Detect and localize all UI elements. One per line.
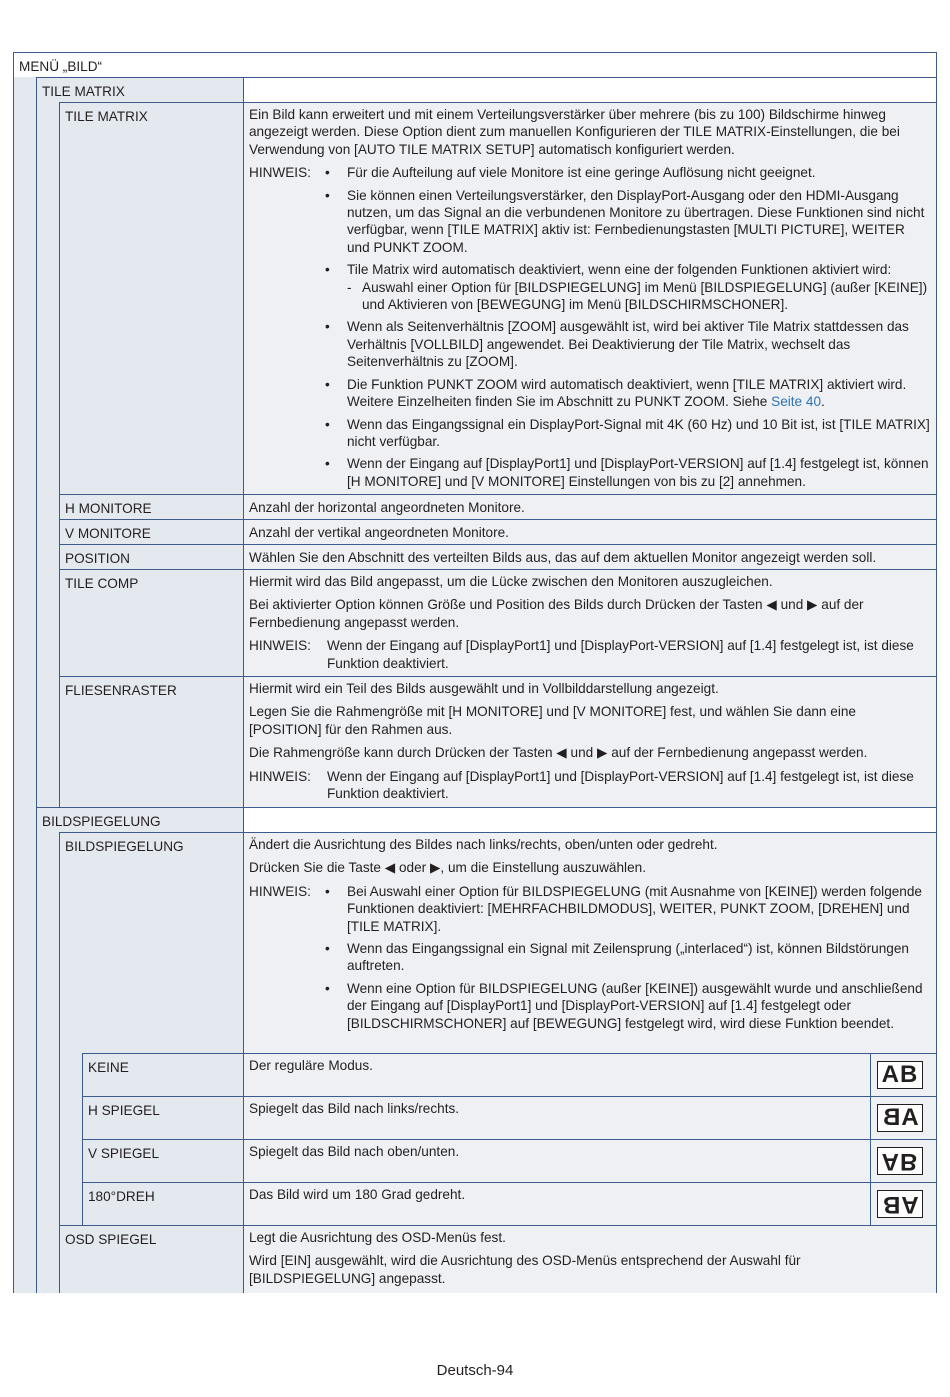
note-label: HINWEIS: <box>249 165 311 181</box>
note-item: • Sie können einen Verteilungsverstärker, den DisplayPort-Ausgang oder den HDMI-Ausgang nutzen, um das Signal an die verbundenen Monitore zu übertragen. Diese Funktionen sind nicht verfügbar, wenn [TILE MATRIX] aktiv ist: Fernbedienungstasten [MULTI PICTURE], WEITER und PUNKT ZOOM. <box>325 187 925 255</box>
tile-matrix-desc <box>243 102 937 495</box>
option-keine-desc: Der reguläre Modus. <box>243 1053 871 1097</box>
option-v-spiegel-icon-cell <box>870 1139 937 1183</box>
v-monitore-desc: Anzahl der vertikal angeordneten Monitore. <box>243 519 937 545</box>
note-item: • Tile Matrix wird automatisch deaktiviert, wenn eine der folgenden Funktionen aktiviert wird: - Auswahl einer Option für [BILDSPIEGELUNG] im Menü [BILDSPIEGELUNG] (außer [KEINE]) und Aktivieren von [BEWEGUNG] im Menü [BILDSCHIRMSCHONER]. <box>249 261 930 313</box>
option-h-spiegel-desc: Spiegelt das Bild nach links/rechts. <box>243 1096 871 1140</box>
fliesenraster-p1: Hiermit wird ein Teil des Bilds ausgewählt und in Vollbilddarstellung angezeigt. <box>249 681 719 696</box>
section-bildspiegelung: BILDSPIEGELUNG <box>36 807 244 833</box>
indent-strip-level2-b <box>36 832 60 1293</box>
sub-note: - Auswahl einer Option für [BILDSPIEGELUNG] im Menü [BILDSPIEGELUNG] (außer [KEINE]) und Aktivieren von [BEWEGUNG] im Menü [BILDSCHIRMSCHONER]. <box>347 279 928 313</box>
ab-normal-icon: AB <box>877 1061 923 1089</box>
bildspiegelung-p2: Drücken Sie die Taste ◀ oder ▶, um die Einstellung auszuwählen. <box>249 860 646 876</box>
note-item: • Die Funktion PUNKT ZOOM wird automatisch deaktiviert, wenn [TILE MATRIX] aktiviert wird. Weitere Einzelheiten finden Sie im Abschnitt zu PUNKT ZOOM. Siehe Seite 40. <box>325 376 907 410</box>
option-v-spiegel-label: V SPIEGEL <box>82 1139 244 1183</box>
position-label: POSITION <box>59 544 244 570</box>
tile-matrix-note-block <box>249 164 930 490</box>
osd-spiegel-desc <box>243 1225 937 1293</box>
option-h-spiegel-label: H SPIEGEL <box>82 1096 244 1140</box>
bildspiegelung-notes <box>249 883 930 1032</box>
tile-comp-p2: Bei aktivierter Option können Größe und Position des Bilds durch Drücken der Tasten ◀ und ▶ auf der Fernbedienung angepasst werden. <box>249 597 864 630</box>
indent-strip-level2-a <box>36 102 60 808</box>
tile-comp-note: HINWEIS: Wenn der Eingang auf [DisplayPort1] und [DisplayPort-VERSION] auf [1.4] festgelegt ist, ist diese Funktion deaktiviert. <box>249 638 914 671</box>
note-item: • Wenn eine Option für BILDSPIEGELUNG (außer [KEINE]) ausgewählt wurde und anschließend der Eingang auf [DisplayPort1] und [DisplayPort-VERSION] auf [1.4] festgelegt oder [BILDSCHIRMSCHONER] auf [BEWEGUNG] festgelegt wird, wird diese Funktion beendet. <box>325 980 923 1031</box>
fliesenraster-p2: Legen Sie die Rahmengröße mit [H MONITORE] und [V MONITORE] fest, und wählen Sie dann eine [POSITION] für den Rahmen aus. <box>249 704 856 737</box>
option-180-dreh-label: 180°DREH <box>82 1182 244 1226</box>
option-180-dreh-desc: Das Bild wird um 180 Grad gedreht. <box>243 1182 871 1226</box>
note-item: • Wenn das Eingangssignal ein Signal mit Zeilensprung („interlaced“) ist, können Bildstörungen auftreten. <box>325 941 909 974</box>
v-monitore-label: V MONITORE <box>59 519 244 545</box>
bildspiegelung-desc <box>243 832 937 1054</box>
bildspiegelung-note-block <box>249 883 930 1032</box>
osd-spiegel-label: OSD SPIEGEL <box>59 1225 244 1293</box>
h-monitore-label: H MONITORE <box>59 494 244 520</box>
fliesenraster-label: FLIESENRASTER <box>59 676 244 808</box>
fliesenraster-desc <box>243 676 937 808</box>
tile-matrix-intro: Ein Bild kann erweitert und mit einem Verteilungsverstärker über mehrere (bis zu 100) Bildschirme hinweg angezeigt werden. Diese Option dient zum manuellen Konfigurieren der TILE MATRIX-Einstellungen, die bei Verwendung von [AUTO TILE MATRIX SETUP] automatisch konfiguriert werden. <box>249 107 900 157</box>
option-h-spiegel-icon-cell <box>870 1096 937 1140</box>
position-desc: Wählen Sie den Abschnitt des verteilten Bilds aus, das auf dem aktuellen Monitor angezeigt werden soll. <box>243 544 937 570</box>
menu-title: MENÜ „BILD“ <box>13 52 937 78</box>
page-footer: Deutsch-94 <box>436 1362 514 1379</box>
section-tile-matrix: TILE MATRIX <box>36 77 244 103</box>
note-item: • Für die Aufteilung auf viele Monitore ist eine geringe Auflösung nicht geeignet. <box>325 165 816 181</box>
note-item: • Wenn der Eingang auf [DisplayPort1] und [DisplayPort-VERSION] auf [1.4] festgelegt ist, können [H MONITORE] und [V MONITORE] Einstellungen von bis zu [2] annehmen. <box>325 456 929 489</box>
page-link[interactable]: Seite 40 <box>771 394 822 410</box>
osd-spiegel-p1: Legt die Ausrichtung des OSD-Menüs fest. <box>249 1230 506 1245</box>
tile-comp-desc <box>243 569 937 677</box>
tile-matrix-label: TILE MATRIX <box>59 102 244 495</box>
section-bildspiegelung-empty <box>243 807 937 833</box>
ab-hmirror-icon: AB <box>877 1104 923 1132</box>
option-180-dreh-icon-cell <box>870 1182 937 1226</box>
note-item: • Wenn als Seitenverhältnis [ZOOM] ausgewählt ist, wird bei aktiver Tile Matrix stattdessen das Verhältnis [VOLLBILD] angewendet. Bei Deaktivierung der Tile Matrix, wechselt das Seitenverhältnis zu [ZOOM]. <box>325 319 909 370</box>
section-tile-matrix-empty <box>243 77 937 103</box>
note-item: • Bei Auswahl einer Option für BILDSPIEGELUNG (mit Ausnahme von [KEINE]) werden folgende Funktionen deaktiviert: [MEHRFACHBILDMODUS], WEITER, PUNKT ZOOM, [DREHEN] und [TILE MATRIX]. <box>325 883 922 934</box>
indent-strip-level3 <box>59 1053 83 1226</box>
osd-spiegel-p2: Wird [EIN] ausgewählt, wird die Ausrichtung des OSD-Menüs entsprechend der Auswahl für [BILDSPIEGELUNG] angepasst. <box>249 1253 801 1286</box>
h-monitore-desc: Anzahl der horizontal angeordneten Monitore. <box>243 494 937 520</box>
bildspiegelung-p1: Ändert die Ausrichtung des Bildes nach links/rechts, oben/unten oder gedreht. <box>249 837 718 852</box>
tile-comp-label: TILE COMP <box>59 569 244 677</box>
option-keine-label: KEINE <box>82 1053 244 1097</box>
note-item: • Wenn das Eingangssignal ein DisplayPort-Signal mit 4K (60 Hz) und 10 Bit ist, ist [TILE MATRIX] nicht verfügbar. <box>325 416 930 449</box>
ab-rotate180-icon: AB <box>877 1190 923 1218</box>
fliesenraster-p3: Die Rahmengröße kann durch Drücken der Tasten ◀ und ▶ auf der Fernbedienung angepasst werden. <box>249 745 868 761</box>
tile-matrix-notes <box>249 164 930 490</box>
bildspiegelung-label: BILDSPIEGELUNG <box>59 832 244 1054</box>
indent-strip-level1 <box>13 77 37 1293</box>
fliesenraster-note: HINWEIS: Wenn der Eingang auf [DisplayPort1] und [DisplayPort-VERSION] auf [1.4] festgelegt ist, ist diese Funktion deaktiviert. <box>249 768 914 802</box>
ab-vmirror-icon: AB <box>877 1147 923 1175</box>
tile-comp-p1: Hiermit wird das Bild angepasst, um die Lücke zwischen den Monitoren auszugleichen. <box>249 574 773 589</box>
option-keine-icon-cell <box>870 1053 937 1097</box>
note-label: HINWEIS: <box>249 883 311 899</box>
option-v-spiegel-desc: Spiegelt das Bild nach oben/unten. <box>243 1139 871 1183</box>
